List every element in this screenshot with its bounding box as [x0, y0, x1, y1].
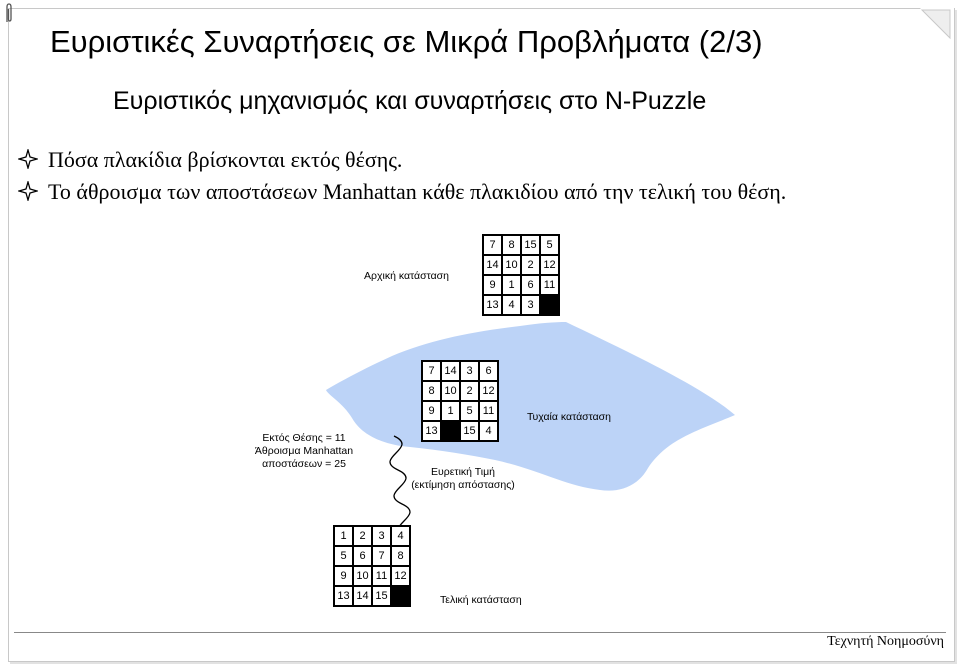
puzzle-row	[422, 401, 498, 421]
puzzle-tile: 4	[502, 295, 521, 315]
bullet-text: Πόσα πλακίδια βρίσκονται εκτός θέσης.	[48, 147, 403, 172]
puzzle-tile: 12	[540, 255, 559, 275]
puzzle-tile: 7	[483, 235, 502, 255]
puzzle-tile: 14	[353, 586, 372, 606]
puzzle-row	[483, 255, 559, 275]
puzzle-tile: 5	[460, 401, 479, 421]
puzzle-tile: 1	[441, 401, 460, 421]
puzzle-tile: 1	[334, 526, 353, 546]
puzzle-row	[334, 566, 410, 586]
puzzle-row	[483, 275, 559, 295]
goal-state-board	[333, 525, 411, 607]
puzzle-tile: 13	[334, 586, 353, 606]
puzzle-row	[422, 421, 498, 441]
puzzle-tile: 13	[422, 421, 441, 441]
puzzle-tile: 15	[372, 586, 391, 606]
random-state-board	[421, 360, 499, 442]
footer-text: Τεχνητή Νοημοσύνη	[827, 634, 944, 649]
puzzle-tile: 7	[422, 361, 441, 381]
blank-tile	[391, 586, 410, 606]
puzzle-tile: 10	[441, 381, 460, 401]
heuristic-value-label	[398, 466, 528, 492]
random-state-label: Τυχαία κατάσταση	[527, 411, 612, 423]
label-line: αποστάσεων = 25	[262, 458, 346, 470]
puzzle-tile: 14	[483, 255, 502, 275]
puzzle-tile: 6	[353, 546, 372, 566]
puzzle-tile: 4	[479, 421, 498, 441]
puzzle-tile: 9	[483, 275, 502, 295]
puzzle-tile: 13	[483, 295, 502, 315]
label-line: (εκτίμηση απόστασης)	[411, 479, 515, 491]
slide-title: Ευριστικές Συναρτήσεις σε Μικρά Προβλήματα (2/3)	[50, 24, 763, 59]
bullet-text: Το άθροισμα των αποστάσεων Manhattan κάθε πλακιδίου από την τελική του θέση.	[48, 179, 787, 204]
puzzle-tile: 4	[391, 526, 410, 546]
label-line: Άθροισμα Manhattan	[254, 445, 354, 457]
puzzle-tile: 5	[334, 546, 353, 566]
slide-subtitle: Ευριστικός μηχανισμός και συναρτήσεις στο N-Puzzle	[113, 87, 707, 115]
puzzle-row	[422, 361, 498, 381]
search-surface	[326, 322, 735, 491]
puzzle-tile: 3	[372, 526, 391, 546]
puzzle-tile: 11	[372, 566, 391, 586]
puzzle-tile: 6	[521, 275, 540, 295]
initial-state-label: Αρχική κατάσταση	[364, 270, 449, 282]
puzzle-row	[334, 586, 410, 606]
puzzle-tile: 12	[479, 381, 498, 401]
puzzle-tile: 11	[540, 275, 559, 295]
puzzle-row	[334, 526, 410, 546]
puzzle-tile: 9	[334, 566, 353, 586]
puzzle-tile: 14	[441, 361, 460, 381]
puzzle-row	[334, 546, 410, 566]
puzzle-tile: 6	[479, 361, 498, 381]
puzzle-tile: 3	[521, 295, 540, 315]
puzzle-tile: 2	[521, 255, 540, 275]
puzzle-tile: 2	[460, 381, 479, 401]
puzzle-row	[483, 235, 559, 255]
initial-state-board	[482, 234, 560, 316]
puzzle-tile: 15	[460, 421, 479, 441]
puzzle-tile: 3	[460, 361, 479, 381]
puzzle-tile: 10	[502, 255, 521, 275]
puzzle-row	[483, 295, 559, 315]
puzzle-tile: 10	[353, 566, 372, 586]
label-line: Ευρετική Τιμή	[431, 466, 495, 478]
blank-tile	[540, 295, 559, 315]
puzzle-tile: 11	[479, 401, 498, 421]
puzzle-tile: 8	[502, 235, 521, 255]
goal-state-label: Τελική κατάσταση	[440, 594, 522, 606]
puzzle-tile: 8	[422, 381, 441, 401]
footer-divider	[14, 632, 946, 633]
puzzle-tile: 5	[540, 235, 559, 255]
puzzle-row	[422, 381, 498, 401]
puzzle-tile: 2	[353, 526, 372, 546]
puzzle-tile: 8	[391, 546, 410, 566]
blank-tile	[441, 421, 460, 441]
puzzle-tile: 7	[372, 546, 391, 566]
label-line: Εκτός Θέσης = 11	[262, 432, 346, 444]
puzzle-tile: 15	[521, 235, 540, 255]
puzzle-tile: 12	[391, 566, 410, 586]
puzzle-tile: 1	[502, 275, 521, 295]
puzzle-tile: 9	[422, 401, 441, 421]
heuristic-note	[244, 432, 364, 471]
